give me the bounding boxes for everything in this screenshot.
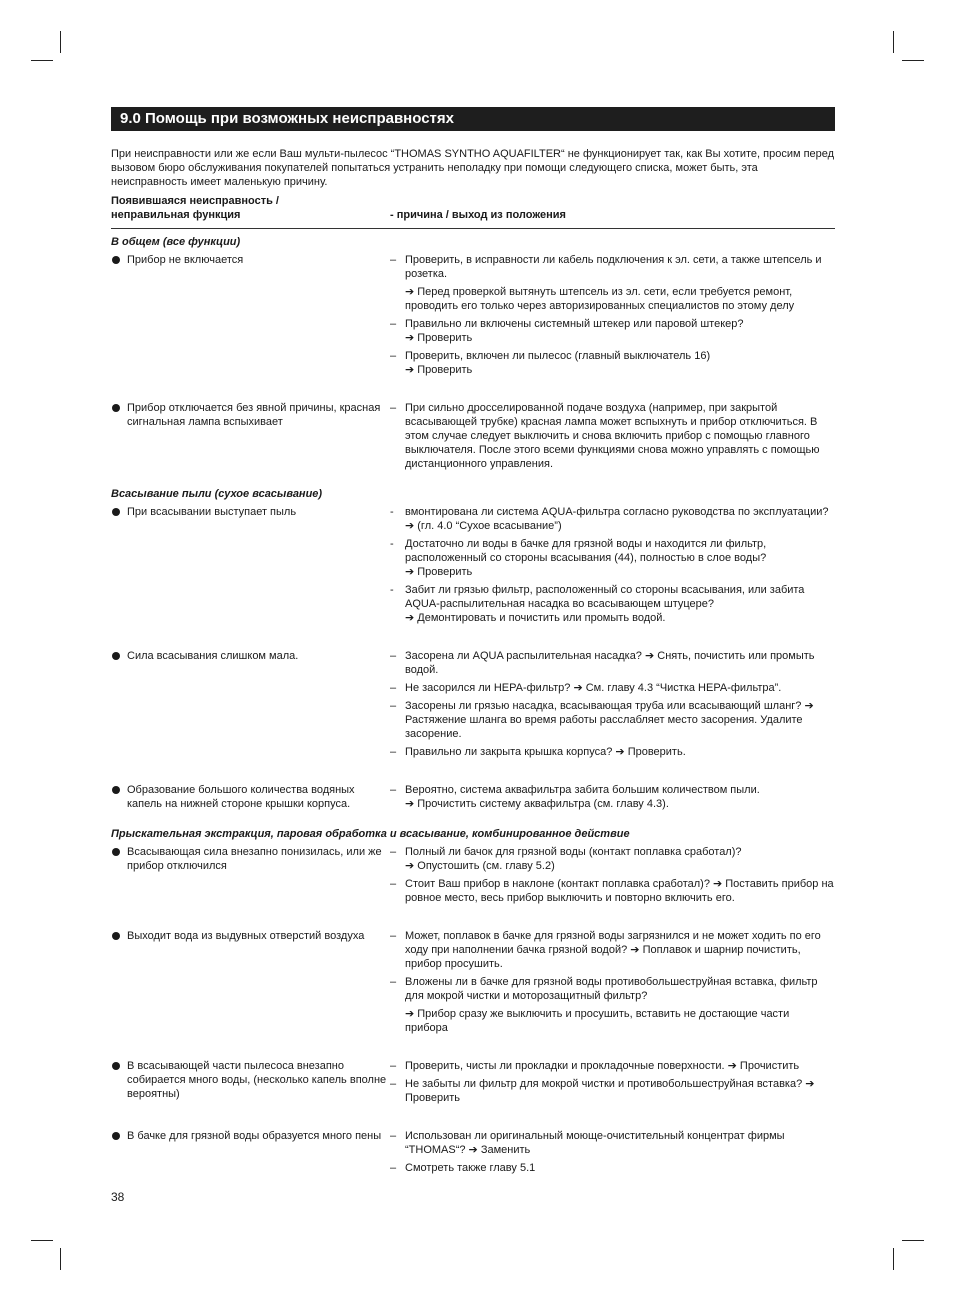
remedy-note: ➔ Прибор сразу же выключить и просушить, вставить не достающие части прибора <box>405 1008 790 1034</box>
table-row <box>111 783 835 815</box>
troubleshooting-table <box>111 235 835 1179</box>
cause-cell <box>390 401 835 475</box>
dash-marker: – <box>390 1060 397 1072</box>
section-header: 9.0 Помощь при возможных неисправностях <box>111 107 835 131</box>
bullet-icon <box>112 1062 120 1070</box>
cause-text: Вложены ли в бачке для грязной воды противобольшеструйная вставка, фильтр для мокрой чистки и моторозащитный фильтр? <box>405 976 818 1002</box>
cause-item <box>390 1059 835 1073</box>
cause-text: Проверить, в исправности ли кабель подключения к эл. сети, а также штепсель и розетка. <box>405 254 822 280</box>
cause-item <box>390 745 835 759</box>
remedy-text: ➔ Проверить <box>405 332 473 344</box>
cause-text: Забит ли грязью фильтр, расположенный со стороны всасывания, или забита AQUA-распылительная насадка во всасывающем штуцере? <box>405 584 805 610</box>
cause-item <box>390 317 835 345</box>
cause-item <box>390 1077 835 1105</box>
symptom-text: Всасывающая сила внезапно понизилась, или же прибор отключился <box>127 846 382 872</box>
page-number: 38 <box>111 1190 125 1204</box>
remedy-text: ➔ Проверить <box>405 364 473 376</box>
cause-item <box>390 1129 835 1157</box>
cause-cell <box>390 649 835 763</box>
remedy-text: ➔ Опустошить (см. главу 5.2) <box>405 860 555 872</box>
bullet-icon <box>112 786 120 794</box>
cause-item <box>390 681 835 695</box>
crop-mark-tr-h <box>902 60 924 61</box>
cause-text: Правильно ли закрыта крышка корпуса? ➔ Проверить. <box>405 746 686 758</box>
table-row <box>111 505 835 629</box>
crop-mark-tl-v <box>60 31 61 53</box>
dash-marker: – <box>390 700 397 712</box>
dash-marker: - <box>390 538 394 550</box>
dash-marker: – <box>390 254 397 266</box>
cause-text: Может, поплавок в бачке для грязной воды загрязнился и не может ходить по его ходу при наполнении бачка грязной водой? ➔ Поплавок и шарнир почистить, прибор просушить. <box>405 930 821 970</box>
cause-item <box>390 537 835 579</box>
table-row <box>111 845 835 909</box>
cause-item <box>390 1161 835 1175</box>
dash-marker: – <box>390 650 397 662</box>
cause-item <box>390 649 835 677</box>
crop-mark-br-v <box>893 1248 894 1270</box>
table-row <box>111 253 835 381</box>
symptom-text: Сила всасывания слишком мала. <box>127 650 299 662</box>
crop-mark-br-h <box>902 1240 924 1241</box>
section-title: Прыскательная экстракция, паровая обработка и всасывание, комбинированное действие <box>111 828 630 840</box>
remedy-note: ➔ Перед проверкой вытянуть штепсель из эл. сети, если требуется ремонт, проводить его только через авторизированных специалистов по этому делу <box>405 286 795 312</box>
column-header-symptom-line1: Появившаяся неисправность / <box>111 195 279 207</box>
bullet-icon <box>112 508 120 516</box>
section-title: В общем (все функции) <box>111 236 241 248</box>
crop-mark-tr-v <box>893 31 894 53</box>
symptom-cell <box>111 649 390 763</box>
dash-marker: – <box>390 784 397 796</box>
cause-text: Не забыты ли фильтр для мокрой чистки и противобольшеструйная вставка? ➔ Проверить <box>405 1078 815 1104</box>
cause-item <box>390 783 835 811</box>
symptom-cell <box>111 845 390 909</box>
cause-text: Проверить, чисты ли прокладки и прокладочные поверхности. ➔ Прочистить <box>405 1060 800 1072</box>
section-title: Всасывание пыли (сухое всасывание) <box>111 488 323 500</box>
cause-text: Смотреть также главу 5.1 <box>405 1162 536 1174</box>
symptom-cell <box>111 253 390 381</box>
column-header-symptom-line2: неправильная функция <box>111 209 241 221</box>
symptom-text: Прибор отключается без явной причины, красная сигнальная лампа вспыхивает <box>127 402 381 428</box>
dash-marker: – <box>390 846 397 858</box>
symptom-text: В всасывающей части пылесоса внезапно собирается много воды, (несколько капель вполне вероятны) <box>127 1060 387 1100</box>
symptom-text: Прибор не включается <box>127 254 244 266</box>
cause-text: Стоит Ваш прибор в наклоне (контакт поплавка сработал)? ➔ Поставить прибор на ровное место, весь прибор выключить и повторно включить его. <box>405 878 834 904</box>
symptom-cell <box>111 1129 390 1179</box>
remedy-text: ➔ Проверить <box>405 566 473 578</box>
cause-cell <box>390 1129 835 1179</box>
cause-item <box>390 583 835 625</box>
dash-marker: – <box>390 318 397 330</box>
table-row <box>111 929 835 1039</box>
bullet-icon <box>112 932 120 940</box>
cause-cell <box>390 1059 835 1109</box>
symptom-cell <box>111 929 390 1039</box>
cause-text: При сильно дросселированной подаче воздуха (например, при закрытой всасывающей трубке) красная лампа может вспыхнуть и прибор отключиться. В этом случае следует выключить и снова включить прибор с помощью главного выключателя. После этого всеми функциями снова можно управлять с помощью дистанционного управления. <box>405 402 820 470</box>
cause-text: Засорены ли грязью насадка, всасывающая труба или всасывающий шланг? ➔ Растяжение шланга во время работы расслабляет место засорения. Удалите засорение. <box>405 700 814 740</box>
cause-item <box>390 253 835 313</box>
bullet-icon <box>112 256 120 264</box>
symptom-cell <box>111 401 390 475</box>
cause-text: Засорена ли AQUA распылительная насадка? ➔ Снять, почистить или промыть водой. <box>405 650 815 676</box>
symptom-text: Образование большого количества водяных капель на нижней стороне крышки корпуса. <box>127 784 355 810</box>
symptom-cell <box>111 505 390 629</box>
dash-marker: – <box>390 402 397 414</box>
cause-text: Использован ли оригинальный моюще-очистительный концентрат фирмы “THOMAS“? ➔ Заменить <box>405 1130 785 1156</box>
crop-mark-tl-h <box>31 60 53 61</box>
cause-item <box>390 877 835 905</box>
cause-text: Достаточно ли воды в бачке для грязной воды и находится ли фильтр, расположенный со стороны всасывания (44), полностью в слое воды? <box>405 538 767 564</box>
dash-marker: - <box>390 584 394 596</box>
dash-marker: – <box>390 930 397 942</box>
symptom-text: Выходит вода из выдувных отверстий воздуха <box>127 930 365 942</box>
dash-marker: – <box>390 976 397 988</box>
cause-text: вмонтирована ли система AQUA-фильтра согласно руководства по эксплуатации? ➔ (гл. 4.0 “Сухое всасывание”) <box>405 506 829 532</box>
cause-text: Проверить, включен ли пылесос (главный выключатель 16) <box>405 350 711 362</box>
dash-marker: – <box>390 682 397 694</box>
cause-text: Полный ли бачок для грязной воды (контакт поплавка сработал)? <box>405 846 742 858</box>
bullet-icon <box>112 404 120 412</box>
bullet-icon <box>112 652 120 660</box>
dash-marker: – <box>390 878 397 890</box>
cause-item <box>390 845 835 873</box>
dash-marker: – <box>390 350 397 362</box>
remedy-text: ➔ Демонтировать и почистить или промыть водой. <box>405 612 666 624</box>
cause-item <box>390 975 835 1035</box>
column-header-symptom <box>111 194 381 222</box>
cause-cell <box>390 845 835 909</box>
cause-item <box>390 401 835 471</box>
crop-mark-bl-v <box>60 1248 61 1270</box>
symptom-text: В бачке для грязной воды образуется много пены <box>127 1130 382 1142</box>
bullet-icon <box>112 848 120 856</box>
remedy-text: ➔ Прочистить систему аквафильтра (см. главу 4.3). <box>405 798 669 810</box>
column-header-cause: - причина / выход из положения <box>390 209 566 221</box>
header-divider <box>111 228 835 229</box>
crop-mark-bl-h <box>31 1240 53 1241</box>
dash-marker: - <box>390 506 394 518</box>
table-row <box>111 649 835 763</box>
symptom-cell <box>111 783 390 815</box>
table-row <box>111 1129 835 1179</box>
dash-marker: – <box>390 1130 397 1142</box>
cause-cell <box>390 783 835 815</box>
table-row <box>111 401 835 475</box>
cause-cell <box>390 505 835 629</box>
symptom-text: При всасывании выступает пыль <box>127 506 297 518</box>
cause-item <box>390 929 835 971</box>
cause-item <box>390 349 835 377</box>
cause-text: Правильно ли включены системный штекер или паровой штекер? <box>405 318 744 330</box>
cause-text: Вероятно, система аквафильтра забита большим количеством пыли. <box>405 784 760 796</box>
dash-marker: – <box>390 746 397 758</box>
bullet-icon <box>112 1132 120 1140</box>
cause-cell <box>390 929 835 1039</box>
cause-cell <box>390 253 835 381</box>
cause-item <box>390 699 835 741</box>
dash-marker: – <box>390 1162 397 1174</box>
intro-paragraph: При неисправности или же если Ваш мульти-пылесос “THOMAS SYNTHO AQUAFILTER“ не функционирует так, как Вы хотите, просим перед вызовом бюро обслуживания покупателей попытаться устранить неполадку при помощи следующего списка, может быть, эта неисправность имеет маленькую причину. <box>111 148 835 188</box>
symptom-cell <box>111 1059 390 1109</box>
cause-text: Не засорился ли HEPA-фильтр? ➔ См. главу 4.3 “Чистка HEPA-фильтра”. <box>405 682 782 694</box>
dash-marker: – <box>390 1078 397 1090</box>
table-row <box>111 1059 835 1109</box>
cause-item <box>390 505 835 533</box>
